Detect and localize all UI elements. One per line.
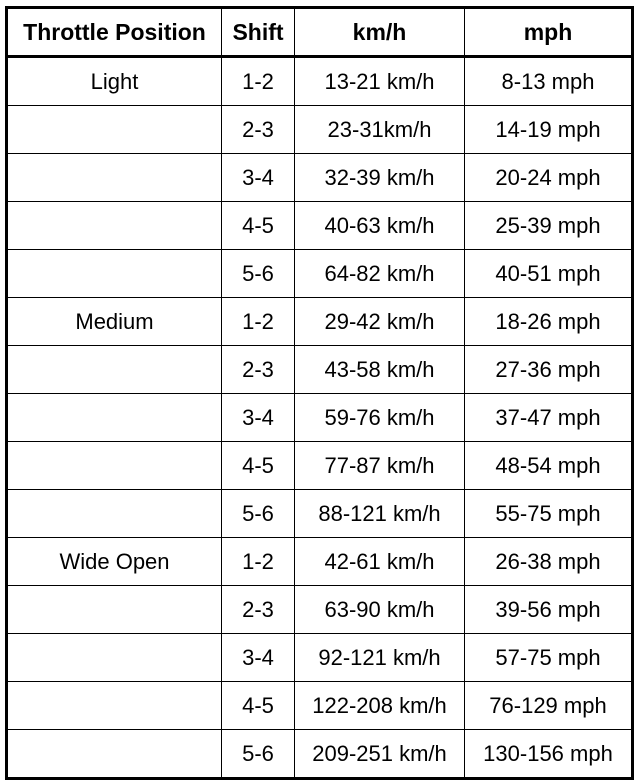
mph-cell: 130-156 mph <box>465 730 633 779</box>
throttle-cell <box>7 394 222 442</box>
mph-cell: 14-19 mph <box>465 106 633 154</box>
kmh-cell: 88-121 km/h <box>295 490 465 538</box>
shift-cell: 2-3 <box>222 106 295 154</box>
table-row <box>7 586 633 634</box>
throttle-cell: Light <box>7 57 222 106</box>
shift-cell: 2-3 <box>222 586 295 634</box>
shift-cell: 5-6 <box>222 490 295 538</box>
table-row <box>7 106 633 154</box>
mph-cell: 20-24 mph <box>465 154 633 202</box>
mph-cell: 76-129 mph <box>465 682 633 730</box>
throttle-cell <box>7 106 222 154</box>
mph-cell: 27-36 mph <box>465 346 633 394</box>
mph-cell: 37-47 mph <box>465 394 633 442</box>
kmh-cell: 42-61 km/h <box>295 538 465 586</box>
throttle-cell <box>7 490 222 538</box>
table-row <box>7 250 633 298</box>
table-row <box>7 298 633 346</box>
table-row <box>7 202 633 250</box>
kmh-cell: 92-121 km/h <box>295 634 465 682</box>
table-row <box>7 730 633 779</box>
shift-cell: 5-6 <box>222 730 295 779</box>
header-kmh: km/h <box>295 8 465 57</box>
table-row <box>7 394 633 442</box>
throttle-cell <box>7 634 222 682</box>
shift-cell: 2-3 <box>222 346 295 394</box>
throttle-cell <box>7 154 222 202</box>
throttle-cell <box>7 346 222 394</box>
table-row <box>7 346 633 394</box>
kmh-cell: 59-76 km/h <box>295 394 465 442</box>
table-row <box>7 538 633 586</box>
throttle-cell <box>7 586 222 634</box>
shift-cell: 4-5 <box>222 682 295 730</box>
kmh-cell: 40-63 km/h <box>295 202 465 250</box>
throttle-cell <box>7 682 222 730</box>
kmh-cell: 77-87 km/h <box>295 442 465 490</box>
kmh-cell: 122-208 km/h <box>295 682 465 730</box>
shift-cell: 4-5 <box>222 202 295 250</box>
header-mph: mph <box>465 8 633 57</box>
table-row <box>7 442 633 490</box>
table-row <box>7 154 633 202</box>
mph-cell: 55-75 mph <box>465 490 633 538</box>
table-row <box>7 490 633 538</box>
mph-cell: 57-75 mph <box>465 634 633 682</box>
shift-cell: 3-4 <box>222 634 295 682</box>
shift-cell: 5-6 <box>222 250 295 298</box>
shift-cell: 1-2 <box>222 57 295 106</box>
throttle-cell <box>7 202 222 250</box>
mph-cell: 25-39 mph <box>465 202 633 250</box>
shift-speed-table <box>5 6 634 780</box>
shift-cell: 3-4 <box>222 154 295 202</box>
throttle-cell <box>7 730 222 779</box>
table-row <box>7 57 633 106</box>
kmh-cell: 32-39 km/h <box>295 154 465 202</box>
header-throttle-position: Throttle Position <box>7 8 222 57</box>
kmh-cell: 209-251 km/h <box>295 730 465 779</box>
throttle-cell <box>7 442 222 490</box>
mph-cell: 40-51 mph <box>465 250 633 298</box>
table-header-row <box>7 8 633 57</box>
kmh-cell: 43-58 km/h <box>295 346 465 394</box>
mph-cell: 48-54 mph <box>465 442 633 490</box>
shift-cell: 3-4 <box>222 394 295 442</box>
mph-cell: 26-38 mph <box>465 538 633 586</box>
throttle-cell: Medium <box>7 298 222 346</box>
kmh-cell: 23-31km/h <box>295 106 465 154</box>
shift-cell: 1-2 <box>222 298 295 346</box>
kmh-cell: 64-82 km/h <box>295 250 465 298</box>
table-row <box>7 682 633 730</box>
mph-cell: 8-13 mph <box>465 57 633 106</box>
shift-cell: 4-5 <box>222 442 295 490</box>
kmh-cell: 63-90 km/h <box>295 586 465 634</box>
throttle-cell: Wide Open <box>7 538 222 586</box>
header-shift: Shift <box>222 8 295 57</box>
kmh-cell: 29-42 km/h <box>295 298 465 346</box>
table-body <box>7 57 633 779</box>
throttle-cell <box>7 250 222 298</box>
mph-cell: 39-56 mph <box>465 586 633 634</box>
table-row <box>7 634 633 682</box>
shift-cell: 1-2 <box>222 538 295 586</box>
kmh-cell: 13-21 km/h <box>295 57 465 106</box>
mph-cell: 18-26 mph <box>465 298 633 346</box>
